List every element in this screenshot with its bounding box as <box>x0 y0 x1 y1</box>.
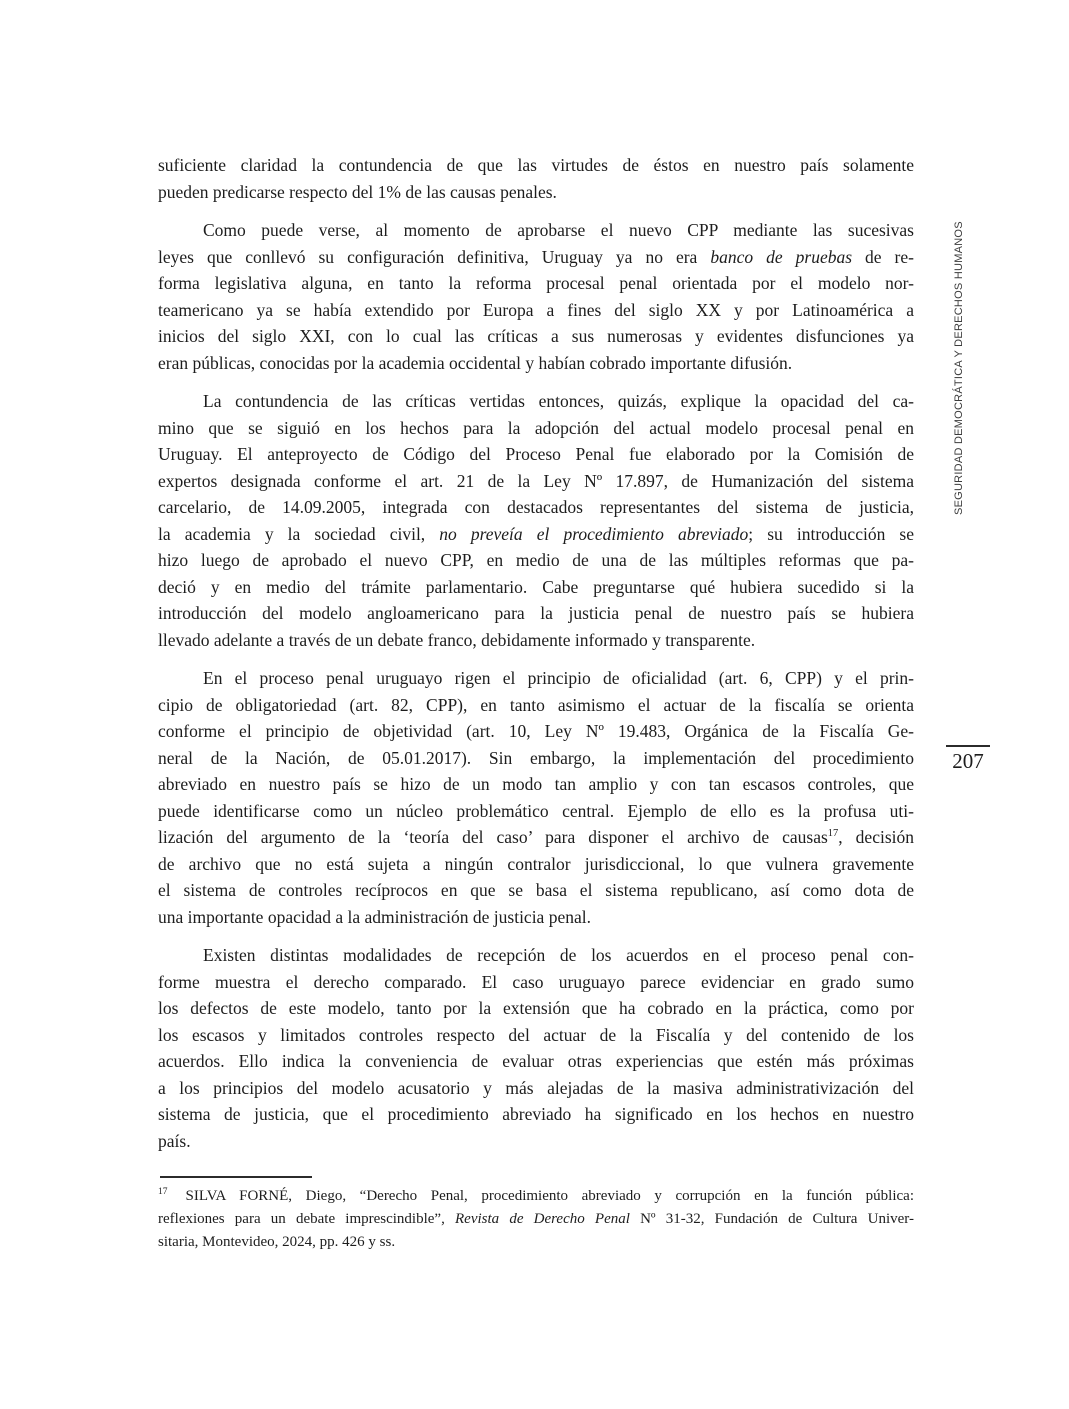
text-run: la academia y la sociedad civil, <box>158 523 440 544</box>
text-line <box>158 718 914 745</box>
paragraph <box>158 665 914 930</box>
paragraph <box>158 1185 914 1254</box>
text-run: expertos designada conforme el art. 21 de la Ley Nº 17.897, de Humanización del sistema <box>158 470 914 491</box>
text-run: los defectos de este modelo, tanto por la extensión que ha cobrado en la práctica, como por <box>158 998 914 1018</box>
text-line <box>158 1231 914 1254</box>
text-line <box>158 1185 914 1208</box>
text-run: , decisión <box>838 827 914 847</box>
text-run: Como puede verse, al momento de aprobarse el nuevo CPP mediante las sucesivas <box>203 220 914 240</box>
text-line <box>158 877 914 904</box>
text-line <box>158 217 914 244</box>
text-line <box>158 851 914 878</box>
footnote-reference: 17 <box>827 828 839 840</box>
text-run: Existen distintas modalidades de recepción de los acuerdos en el proceso penal con- <box>203 945 914 965</box>
text-run: llevado adelante a través de un debate franco, debidamente informado y transparente. <box>158 629 756 650</box>
text-line <box>158 521 914 548</box>
text-line <box>158 323 914 350</box>
text-line <box>158 468 914 495</box>
text-run: reflexiones para un debate imprescindible”, <box>158 1211 455 1227</box>
italic-phrase: banco de pruebas <box>710 246 853 267</box>
text-line <box>158 350 914 377</box>
text-line <box>158 771 914 798</box>
text-line <box>158 152 914 179</box>
text-line <box>158 904 914 931</box>
text-line <box>158 1075 914 1102</box>
italic-phrase: no preveía el procedimiento abreviado <box>439 523 749 544</box>
text-line <box>158 692 914 719</box>
text-run: ; su introducción se <box>748 523 914 544</box>
text-run: La contundencia de las críticas vertidas entonces, quizás, explique la opacidad del ca- <box>203 391 914 411</box>
paragraph <box>158 942 914 1154</box>
text-line <box>158 600 914 627</box>
text-run: lización del argumento de la ‘teoría del caso’ para disponer el archivo de causas <box>158 827 828 847</box>
text-line <box>158 270 914 297</box>
text-line <box>158 969 914 996</box>
text-run: a los principios del modelo acusatorio y más alejadas de la masiva administrativización del <box>158 1077 914 1098</box>
text-line <box>158 824 914 851</box>
text-run: teamericano ya se había extendido por Europa a fines del siglo XX y por Latinoamérica a <box>158 299 914 320</box>
text-run: forma legislativa alguna, en tanto la reforma procesal penal orientada por el modelo nor- <box>158 273 914 293</box>
text-run: sitaria, Montevideo, 2024, pp. 426 y ss. <box>158 1234 396 1250</box>
footnote-text <box>158 1185 914 1254</box>
text-run: Nº 31-32, Fundación de Cultura Univer- <box>629 1211 914 1227</box>
text-line <box>158 547 914 574</box>
text-run: conforme el principio de objetividad (art. 10, Ley Nº 19.483, Orgánica de la Fiscalía Ge- <box>158 721 914 741</box>
text-run: SILVA FORNÉ, Diego, “Derecho Penal, procedimiento abreviado y corrupción en la función pública: <box>185 1188 914 1204</box>
paragraph <box>158 388 914 653</box>
paragraph <box>158 217 914 376</box>
text-run: el sistema de controles recíprocos en que se basa el sistema republicano, así como dota de <box>158 880 914 900</box>
text-line <box>158 179 914 206</box>
text-run: de re- <box>852 246 914 267</box>
paragraph <box>158 152 914 205</box>
text-run: de archivo que no está sujeta a ningún contralor jurisdiccional, lo que vulnera gravemente <box>158 853 914 874</box>
text-run: neral de la Nación, de 05.01.2017). Sin embargo, la implementación del procedimiento <box>158 747 914 768</box>
page-number: 207 <box>946 745 990 774</box>
footnote <box>158 1176 914 1254</box>
text-line <box>158 494 914 521</box>
text-line <box>158 1208 914 1231</box>
text-run: deció y en medio del trámite parlamentario. Cabe preguntarse qué hubiera sucedido si la <box>158 576 914 597</box>
text-line <box>158 415 914 442</box>
text-line <box>158 244 914 271</box>
text-line <box>158 1128 914 1155</box>
text-line <box>158 1101 914 1128</box>
text-line <box>158 388 914 415</box>
text-run: los escasos y limitados controles respecto del actuar de la Fiscalía y del contenido de los <box>158 1024 914 1045</box>
text-run: pueden predicarse respecto del 1% de las causas penales. <box>158 181 557 202</box>
text-run: inicios del siglo XXI, con lo cual las críticas a sus numerosas y evidentes disfunciones ya <box>158 326 914 346</box>
text-run: suficiente claridad la contundencia de que las virtudes de éstos en nuestro país solamente <box>158 155 914 175</box>
italic-phrase: Revista de Derecho Penal <box>455 1211 630 1227</box>
text-line <box>158 942 914 969</box>
text-line <box>158 1048 914 1075</box>
text-run: abreviado en nuestro país se hizo de un modo tan amplio y con tan escasos controles, que <box>158 774 914 794</box>
text-run: hizo luego de aprobado el nuevo CPP, en medio de una de las múltiples reformas que pa- <box>158 550 914 570</box>
text-run: país. <box>158 1130 191 1151</box>
running-head-vertical: SEGURIDAD DEMOCRÁTICA Y DERECHOS HUMANOS <box>953 221 965 515</box>
text-line <box>158 665 914 692</box>
text-run: eran públicas, conocidas por la academia occidental y habían cobrado importante difusión. <box>158 352 793 373</box>
text-line <box>158 1022 914 1049</box>
text-line <box>158 798 914 825</box>
footnote-separator-rule <box>160 1176 312 1178</box>
text-line <box>158 627 914 654</box>
text-run: carcelario, de 14.09.2005, integrada con destacados representantes del sistema de justicia, <box>158 497 914 517</box>
text-line <box>158 745 914 772</box>
text-run: acuerdos. Ello indica la conveniencia de evaluar otras experiencias que estén más próximas <box>158 1051 914 1071</box>
text-run: forme muestra el derecho comparado. El caso uruguayo parece evidenciar en grado sumo <box>158 971 914 992</box>
text-run: Uruguay. El anteproyecto de Código del Proceso Penal fue elaborado por la Comisión de <box>158 444 914 464</box>
text-line <box>158 297 914 324</box>
text-run: una importante opacidad a la administración de justicia penal. <box>158 906 591 927</box>
footnote-reference: 17 <box>158 1187 168 1197</box>
text-run: leyes que conllevó su configuración definitiva, Uruguay ya no era <box>158 246 711 267</box>
text-line <box>158 441 914 468</box>
text-line <box>158 995 914 1022</box>
text-run: cipio de obligatoriedad (art. 82, CPP), en tanto asimismo el actuar de la fiscalía se orienta <box>158 694 914 715</box>
text-run: sistema de justicia, que el procedimiento abreviado ha significado en los hechos en nuestro <box>158 1104 914 1124</box>
text-line <box>158 574 914 601</box>
text-run: puede identificarse como un núcleo problemático central. Ejemplo de ello es la profusa uti- <box>158 800 914 821</box>
text-run: En el proceso penal uruguayo rigen el principio de oficialidad (art. 6, CPP) y el prin- <box>203 668 914 688</box>
text-run: introducción del modelo angloamericano para la justicia penal de nuestro país se hubiera <box>158 603 914 623</box>
body-text-column <box>158 152 914 1154</box>
text-run: mino que se siguió en los hechos para la adopción del actual modelo procesal penal en <box>158 417 914 438</box>
